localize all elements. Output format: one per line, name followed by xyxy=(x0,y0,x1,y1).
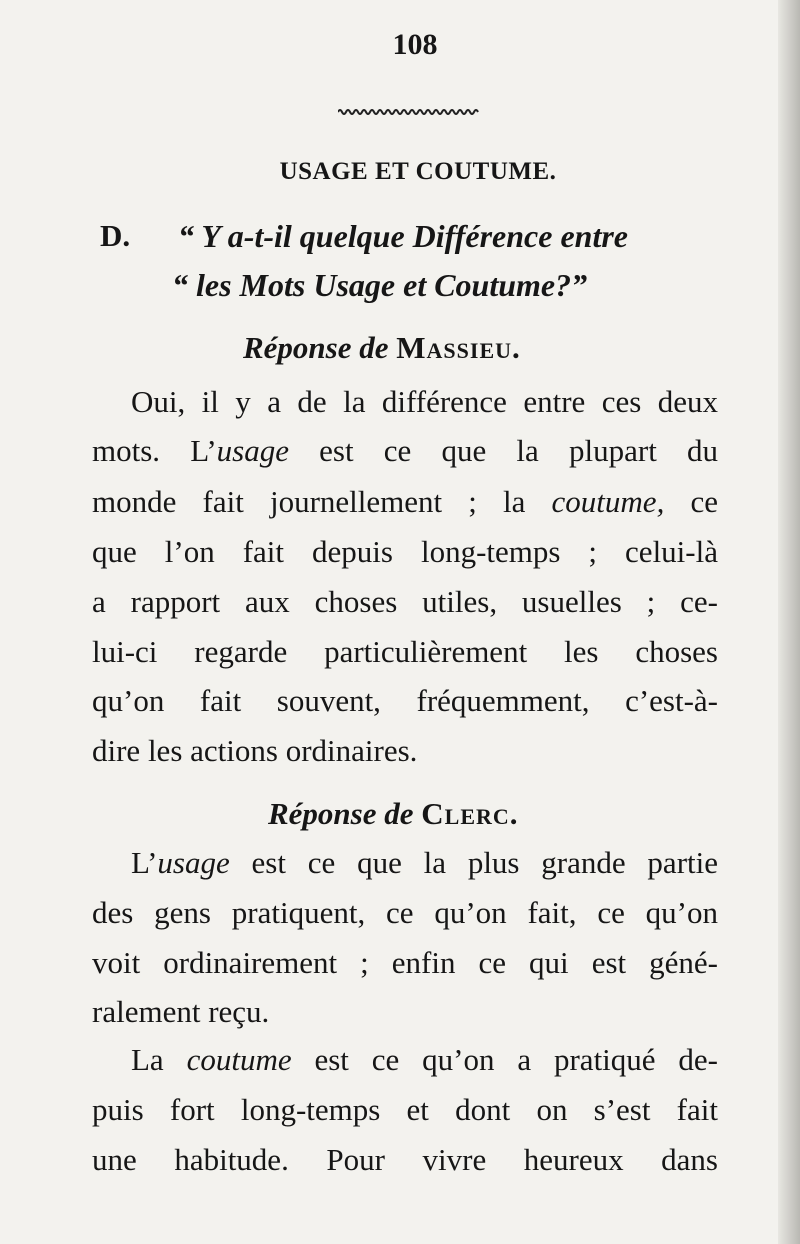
text-line xyxy=(92,994,269,1030)
text-run: voit ordinairement ; enfin ce qui est géné- xyxy=(92,945,718,980)
text-run: est ce qu’on a pratiqué de- xyxy=(291,1042,719,1077)
text-run: monde fait journellement ; la xyxy=(92,484,552,519)
text-line xyxy=(92,534,718,570)
text-run: dire les actions ordinaires. xyxy=(92,733,418,768)
question-label: D. xyxy=(100,218,131,253)
text-line xyxy=(92,1142,718,1178)
text-line xyxy=(92,484,718,520)
text-run: est ce que la plupart du xyxy=(288,433,718,468)
page-number: 108 xyxy=(392,28,438,61)
text-run-italic: usage xyxy=(216,433,289,468)
answer-heading xyxy=(268,796,519,832)
text-run: des gens pratiquent, ce qu’on fait, ce qu’on xyxy=(92,895,718,930)
answer-heading-prefix: Réponse de xyxy=(268,796,414,831)
page-edge xyxy=(778,0,800,1244)
text-run-italic: coutume, xyxy=(551,484,665,519)
text-line xyxy=(92,683,718,719)
text-run: une habitude. Pour vivre heureux dans xyxy=(92,1142,718,1177)
text-line xyxy=(131,845,718,881)
text-line xyxy=(92,733,417,769)
text-run-italic: usage xyxy=(157,845,230,880)
text-run: Oui, il y a de la différence entre ces deux xyxy=(131,384,718,419)
text-run: La xyxy=(131,1042,187,1077)
answer-heading-prefix: Réponse de xyxy=(243,330,389,365)
text-run: est ce que la plus grande partie xyxy=(229,845,718,880)
section-heading: USAGE ET COUTUME. xyxy=(279,158,557,185)
text-line xyxy=(131,384,718,420)
question-line: “ les Mots Usage et Coutume?” xyxy=(172,267,588,303)
text-run: ralement reçu. xyxy=(92,994,270,1029)
text-line xyxy=(131,1042,718,1078)
text-run: ce xyxy=(664,484,718,519)
text-run: puis fort long-temps et dont on s’est fait xyxy=(92,1092,718,1127)
text-run: mots. L’ xyxy=(92,433,217,468)
text-run-italic: coutume xyxy=(186,1042,292,1077)
question-line: “ Y a-t-il quelque Différence entre xyxy=(178,218,628,254)
decorative-rule xyxy=(338,108,480,116)
text-line xyxy=(92,945,718,981)
text-run: L’ xyxy=(131,845,158,880)
text-line xyxy=(92,1092,718,1128)
answer-heading xyxy=(243,330,521,366)
text-run: qu’on fait souvent, fréquemment, c’est-à- xyxy=(92,683,718,718)
answer-heading-name: Clerc. xyxy=(421,796,519,831)
text-run: lui-ci regarde particulièrement les choses xyxy=(92,634,718,669)
text-line xyxy=(92,634,718,670)
text-run: que l’on fait depuis long-temps ; celui-là xyxy=(92,534,718,569)
text-line xyxy=(92,433,718,469)
text-run: a rapport aux choses utiles, usuelles ; ce- xyxy=(92,584,718,619)
answer-heading-name: Massieu. xyxy=(396,330,521,365)
text-line xyxy=(92,584,718,620)
text-line xyxy=(92,895,718,931)
